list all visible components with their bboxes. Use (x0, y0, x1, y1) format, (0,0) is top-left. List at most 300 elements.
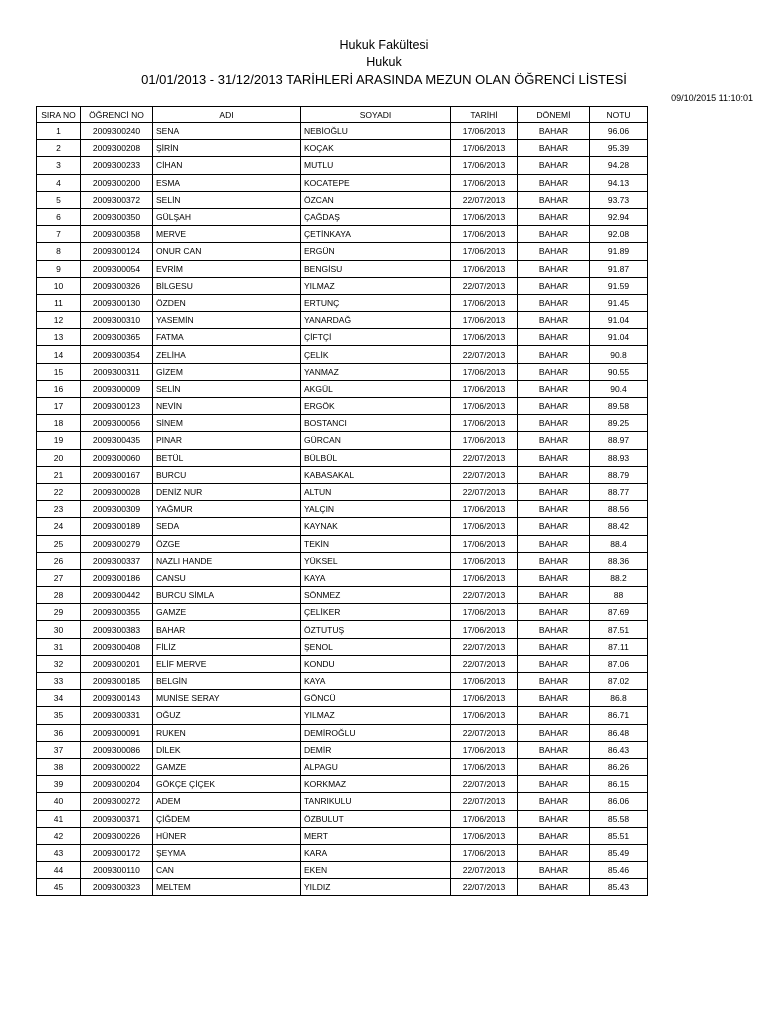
cell-donemi: BAHAR (518, 226, 590, 243)
table-row (37, 776, 648, 793)
cell-ogrenci-no: 2009300323 (81, 879, 153, 896)
cell-donemi: BAHAR (518, 466, 590, 483)
cell-notu: 86.43 (590, 741, 648, 758)
cell-tarihi: 17/06/2013 (451, 312, 518, 329)
cell-donemi: BAHAR (518, 810, 590, 827)
cell-tarihi: 22/07/2013 (451, 724, 518, 741)
cell-soyadi: ALTUN (301, 483, 451, 500)
col-header-donemi: DÖNEMİ (518, 107, 590, 123)
cell-ogrenci-no: 2009300143 (81, 690, 153, 707)
cell-ogrenci-no: 2009300091 (81, 724, 153, 741)
cell-ogrenci-no: 2009300226 (81, 827, 153, 844)
cell-soyadi: SÖNMEZ (301, 587, 451, 604)
cell-tarihi: 17/06/2013 (451, 363, 518, 380)
table-row (37, 277, 648, 294)
cell-notu: 89.58 (590, 398, 648, 415)
table-row (37, 415, 648, 432)
cell-ogrenci-no: 2009300056 (81, 415, 153, 432)
cell-sira-no: 23 (37, 501, 81, 518)
cell-adi: ŞEYMA (153, 844, 301, 861)
table-row (37, 483, 648, 500)
cell-sira-no: 34 (37, 690, 81, 707)
cell-notu: 88.93 (590, 449, 648, 466)
cell-soyadi: KAYNAK (301, 518, 451, 535)
table-row (37, 587, 648, 604)
cell-soyadi: ERGÜN (301, 243, 451, 260)
cell-tarihi: 17/06/2013 (451, 415, 518, 432)
cell-adi: EVRİM (153, 260, 301, 277)
cell-tarihi: 17/06/2013 (451, 208, 518, 225)
cell-ogrenci-no: 2009300009 (81, 380, 153, 397)
cell-donemi: BAHAR (518, 174, 590, 191)
cell-adi: MELTEM (153, 879, 301, 896)
cell-ogrenci-no: 2009300185 (81, 673, 153, 690)
cell-soyadi: AKGÜL (301, 380, 451, 397)
table-row (37, 724, 648, 741)
table-row (37, 449, 648, 466)
department-name: Hukuk (366, 55, 402, 69)
cell-donemi: BAHAR (518, 260, 590, 277)
cell-tarihi: 17/06/2013 (451, 174, 518, 191)
cell-adi: MUNİSE SERAY (153, 690, 301, 707)
cell-soyadi: GÖNCÜ (301, 690, 451, 707)
cell-notu: 88.2 (590, 569, 648, 586)
cell-adi: NEVİN (153, 398, 301, 415)
graduate-list-table (36, 106, 648, 896)
cell-soyadi: YILMAZ (301, 277, 451, 294)
cell-adi: BELGİN (153, 673, 301, 690)
cell-soyadi: YÜKSEL (301, 552, 451, 569)
cell-sira-no: 16 (37, 380, 81, 397)
cell-notu: 91.87 (590, 260, 648, 277)
cell-donemi: BAHAR (518, 827, 590, 844)
cell-notu: 91.45 (590, 294, 648, 311)
cell-ogrenci-no: 2009300201 (81, 655, 153, 672)
cell-ogrenci-no: 2009300028 (81, 483, 153, 500)
cell-tarihi: 17/06/2013 (451, 569, 518, 586)
cell-soyadi: NEBİOĞLU (301, 123, 451, 140)
cell-adi: ŞİRİN (153, 140, 301, 157)
cell-tarihi: 17/06/2013 (451, 810, 518, 827)
table-row (37, 862, 648, 879)
cell-sira-no: 35 (37, 707, 81, 724)
cell-sira-no: 40 (37, 793, 81, 810)
cell-sira-no: 38 (37, 758, 81, 775)
cell-soyadi: YALÇIN (301, 501, 451, 518)
table-row (37, 123, 648, 140)
cell-notu: 86.15 (590, 776, 648, 793)
cell-ogrenci-no: 2009300383 (81, 621, 153, 638)
cell-tarihi: 17/06/2013 (451, 329, 518, 346)
cell-notu: 95.39 (590, 140, 648, 157)
cell-sira-no: 5 (37, 191, 81, 208)
table-row (37, 329, 648, 346)
cell-soyadi: BÜLBÜL (301, 449, 451, 466)
cell-sira-no: 21 (37, 466, 81, 483)
cell-adi: NAZLI HANDE (153, 552, 301, 569)
cell-sira-no: 31 (37, 638, 81, 655)
col-header-tarihi: TARİHİ (451, 107, 518, 123)
cell-adi: CAN (153, 862, 301, 879)
cell-soyadi: KAYA (301, 569, 451, 586)
cell-donemi: BAHAR (518, 243, 590, 260)
table-row (37, 466, 648, 483)
cell-donemi: BAHAR (518, 449, 590, 466)
col-header-adi: ADI (153, 107, 301, 123)
table-row (37, 243, 648, 260)
cell-ogrenci-no: 2009300372 (81, 191, 153, 208)
cell-notu: 91.59 (590, 277, 648, 294)
cell-ogrenci-no: 2009300272 (81, 793, 153, 810)
cell-soyadi: KARA (301, 844, 451, 861)
cell-sira-no: 17 (37, 398, 81, 415)
cell-donemi: BAHAR (518, 140, 590, 157)
table-row (37, 844, 648, 861)
cell-ogrenci-no: 2009300309 (81, 501, 153, 518)
cell-donemi: BAHAR (518, 758, 590, 775)
cell-soyadi: YANARDAĞ (301, 312, 451, 329)
cell-adi: ÖZDEN (153, 294, 301, 311)
cell-notu: 91.04 (590, 312, 648, 329)
cell-ogrenci-no: 2009300435 (81, 432, 153, 449)
cell-ogrenci-no: 2009300022 (81, 758, 153, 775)
cell-tarihi: 17/06/2013 (451, 380, 518, 397)
table-row (37, 312, 648, 329)
table-row (37, 552, 648, 569)
cell-soyadi: ÇELİKER (301, 604, 451, 621)
cell-sira-no: 42 (37, 827, 81, 844)
cell-sira-no: 25 (37, 535, 81, 552)
cell-notu: 88.42 (590, 518, 648, 535)
cell-donemi: BAHAR (518, 518, 590, 535)
cell-sira-no: 28 (37, 587, 81, 604)
table-row (37, 140, 648, 157)
cell-sira-no: 15 (37, 363, 81, 380)
table-row (37, 208, 648, 225)
cell-sira-no: 45 (37, 879, 81, 896)
cell-donemi: BAHAR (518, 535, 590, 552)
cell-tarihi: 17/06/2013 (451, 621, 518, 638)
cell-tarihi: 22/07/2013 (451, 466, 518, 483)
cell-notu: 85.49 (590, 844, 648, 861)
cell-ogrenci-no: 2009300355 (81, 604, 153, 621)
cell-tarihi: 22/07/2013 (451, 655, 518, 672)
table-row (37, 690, 648, 707)
cell-donemi: BAHAR (518, 191, 590, 208)
cell-donemi: BAHAR (518, 724, 590, 741)
table-row (37, 380, 648, 397)
cell-notu: 88 (590, 587, 648, 604)
cell-donemi: BAHAR (518, 415, 590, 432)
cell-donemi: BAHAR (518, 844, 590, 861)
cell-ogrenci-no: 2009300167 (81, 466, 153, 483)
cell-adi: ÇİĞDEM (153, 810, 301, 827)
table-row (37, 621, 648, 638)
cell-ogrenci-no: 2009300326 (81, 277, 153, 294)
cell-adi: GAMZE (153, 758, 301, 775)
cell-ogrenci-no: 2009300442 (81, 587, 153, 604)
cell-donemi: BAHAR (518, 294, 590, 311)
cell-adi: SELİN (153, 191, 301, 208)
cell-notu: 88.97 (590, 432, 648, 449)
table-row (37, 758, 648, 775)
cell-tarihi: 22/07/2013 (451, 483, 518, 500)
cell-donemi: BAHAR (518, 793, 590, 810)
cell-notu: 92.94 (590, 208, 648, 225)
cell-notu: 91.04 (590, 329, 648, 346)
cell-tarihi: 17/06/2013 (451, 844, 518, 861)
cell-ogrenci-no: 2009300086 (81, 741, 153, 758)
cell-adi: FATMA (153, 329, 301, 346)
cell-adi: BURCU (153, 466, 301, 483)
cell-soyadi: DEMİROĞLU (301, 724, 451, 741)
cell-notu: 85.43 (590, 879, 648, 896)
cell-sira-no: 14 (37, 346, 81, 363)
cell-notu: 85.51 (590, 827, 648, 844)
cell-sira-no: 32 (37, 655, 81, 672)
cell-tarihi: 22/07/2013 (451, 277, 518, 294)
cell-adi: GÖKÇE ÇİÇEK (153, 776, 301, 793)
cell-ogrenci-no: 2009300371 (81, 810, 153, 827)
cell-adi: ÖZGE (153, 535, 301, 552)
cell-soyadi: YILDIZ (301, 879, 451, 896)
table-row (37, 810, 648, 827)
table-row (37, 294, 648, 311)
cell-notu: 88.79 (590, 466, 648, 483)
cell-sira-no: 10 (37, 277, 81, 294)
cell-notu: 85.58 (590, 810, 648, 827)
cell-tarihi: 17/06/2013 (451, 758, 518, 775)
cell-donemi: BAHAR (518, 432, 590, 449)
cell-soyadi: ÇETİNKAYA (301, 226, 451, 243)
col-header-ogrenci-no: ÖĞRENCİ NO (81, 107, 153, 123)
table-row (37, 741, 648, 758)
cell-tarihi: 17/06/2013 (451, 518, 518, 535)
cell-ogrenci-no: 2009300054 (81, 260, 153, 277)
cell-tarihi: 22/07/2013 (451, 862, 518, 879)
cell-sira-no: 19 (37, 432, 81, 449)
cell-sira-no: 4 (37, 174, 81, 191)
cell-sira-no: 37 (37, 741, 81, 758)
cell-ogrenci-no: 2009300350 (81, 208, 153, 225)
cell-soyadi: KORKMAZ (301, 776, 451, 793)
print-timestamp: 09/10/2015 11:10:01 (671, 93, 753, 103)
cell-donemi: BAHAR (518, 552, 590, 569)
cell-donemi: BAHAR (518, 501, 590, 518)
cell-donemi: BAHAR (518, 208, 590, 225)
cell-tarihi: 17/06/2013 (451, 243, 518, 260)
cell-donemi: BAHAR (518, 776, 590, 793)
cell-notu: 90.4 (590, 380, 648, 397)
cell-ogrenci-no: 2009300208 (81, 140, 153, 157)
cell-soyadi: BOSTANCI (301, 415, 451, 432)
cell-adi: FİLİZ (153, 638, 301, 655)
cell-notu: 87.51 (590, 621, 648, 638)
cell-adi: ADEM (153, 793, 301, 810)
table-row (37, 157, 648, 174)
cell-sira-no: 36 (37, 724, 81, 741)
cell-notu: 93.73 (590, 191, 648, 208)
cell-ogrenci-no: 2009300110 (81, 862, 153, 879)
table-row (37, 363, 648, 380)
cell-adi: YAĞMUR (153, 501, 301, 518)
cell-notu: 92.08 (590, 226, 648, 243)
cell-soyadi: YILMAZ (301, 707, 451, 724)
cell-notu: 85.46 (590, 862, 648, 879)
cell-ogrenci-no: 2009300408 (81, 638, 153, 655)
cell-ogrenci-no: 2009300358 (81, 226, 153, 243)
cell-tarihi: 17/06/2013 (451, 552, 518, 569)
cell-tarihi: 17/06/2013 (451, 123, 518, 140)
cell-soyadi: BENGİSU (301, 260, 451, 277)
cell-notu: 88.77 (590, 483, 648, 500)
cell-sira-no: 39 (37, 776, 81, 793)
table-row (37, 793, 648, 810)
cell-tarihi: 17/06/2013 (451, 157, 518, 174)
cell-donemi: BAHAR (518, 329, 590, 346)
cell-ogrenci-no: 2009300337 (81, 552, 153, 569)
cell-soyadi: MUTLU (301, 157, 451, 174)
cell-tarihi: 22/07/2013 (451, 793, 518, 810)
col-header-sira-no: SIRA NO (37, 107, 81, 123)
cell-donemi: BAHAR (518, 483, 590, 500)
cell-tarihi: 17/06/2013 (451, 501, 518, 518)
cell-adi: RUKEN (153, 724, 301, 741)
cell-donemi: BAHAR (518, 587, 590, 604)
cell-tarihi: 17/06/2013 (451, 432, 518, 449)
cell-donemi: BAHAR (518, 879, 590, 896)
cell-sira-no: 33 (37, 673, 81, 690)
cell-notu: 87.69 (590, 604, 648, 621)
cell-sira-no: 6 (37, 208, 81, 225)
cell-notu: 96.06 (590, 123, 648, 140)
cell-adi: BİLGESU (153, 277, 301, 294)
cell-sira-no: 9 (37, 260, 81, 277)
cell-soyadi: ALPAGU (301, 758, 451, 775)
cell-ogrenci-no: 2009300060 (81, 449, 153, 466)
cell-adi: GİZEM (153, 363, 301, 380)
cell-sira-no: 12 (37, 312, 81, 329)
cell-soyadi: ÇİFTÇİ (301, 329, 451, 346)
cell-donemi: BAHAR (518, 862, 590, 879)
cell-ogrenci-no: 2009300172 (81, 844, 153, 861)
cell-adi: SİNEM (153, 415, 301, 432)
cell-soyadi: ÖZBULUT (301, 810, 451, 827)
cell-donemi: BAHAR (518, 638, 590, 655)
cell-adi: CİHAN (153, 157, 301, 174)
cell-adi: MERVE (153, 226, 301, 243)
cell-sira-no: 26 (37, 552, 81, 569)
cell-adi: SELİN (153, 380, 301, 397)
cell-notu: 87.02 (590, 673, 648, 690)
cell-adi: BAHAR (153, 621, 301, 638)
col-header-soyadi: SOYADI (301, 107, 451, 123)
cell-adi: DİLEK (153, 741, 301, 758)
cell-notu: 86.06 (590, 793, 648, 810)
cell-tarihi: 22/07/2013 (451, 449, 518, 466)
cell-tarihi: 22/07/2013 (451, 191, 518, 208)
cell-donemi: BAHAR (518, 655, 590, 672)
cell-adi: BURCU SİMLA (153, 587, 301, 604)
cell-sira-no: 20 (37, 449, 81, 466)
cell-adi: DENİZ NUR (153, 483, 301, 500)
cell-soyadi: KOCATEPE (301, 174, 451, 191)
table-row (37, 827, 648, 844)
table-row (37, 346, 648, 363)
cell-ogrenci-no: 2009300204 (81, 776, 153, 793)
cell-soyadi: ÖZCAN (301, 191, 451, 208)
cell-sira-no: 8 (37, 243, 81, 260)
cell-donemi: BAHAR (518, 277, 590, 294)
cell-sira-no: 27 (37, 569, 81, 586)
cell-ogrenci-no: 2009300365 (81, 329, 153, 346)
cell-tarihi: 17/06/2013 (451, 294, 518, 311)
cell-soyadi: YANMAZ (301, 363, 451, 380)
cell-soyadi: DEMİR (301, 741, 451, 758)
cell-sira-no: 29 (37, 604, 81, 621)
table-row (37, 260, 648, 277)
cell-soyadi: KONDU (301, 655, 451, 672)
cell-donemi: BAHAR (518, 569, 590, 586)
table-row (37, 673, 648, 690)
cell-adi: CANSU (153, 569, 301, 586)
cell-ogrenci-no: 2009300331 (81, 707, 153, 724)
cell-sira-no: 24 (37, 518, 81, 535)
table-row (37, 501, 648, 518)
cell-tarihi: 17/06/2013 (451, 707, 518, 724)
cell-soyadi: ÖZTUTUŞ (301, 621, 451, 638)
cell-ogrenci-no: 2009300279 (81, 535, 153, 552)
cell-ogrenci-no: 2009300354 (81, 346, 153, 363)
cell-ogrenci-no: 2009300130 (81, 294, 153, 311)
cell-sira-no: 22 (37, 483, 81, 500)
table-row (37, 174, 648, 191)
cell-notu: 86.26 (590, 758, 648, 775)
cell-tarihi: 22/07/2013 (451, 346, 518, 363)
cell-donemi: BAHAR (518, 363, 590, 380)
cell-adi: PINAR (153, 432, 301, 449)
cell-sira-no: 3 (37, 157, 81, 174)
cell-tarihi: 17/06/2013 (451, 535, 518, 552)
cell-donemi: BAHAR (518, 690, 590, 707)
document-title: 01/01/2013 - 31/12/2013 TARİHLERİ ARASINDA MEZUN OLAN ÖĞRENCİ LİSTESİ (141, 72, 627, 87)
cell-adi: SENA (153, 123, 301, 140)
cell-sira-no: 13 (37, 329, 81, 346)
cell-donemi: BAHAR (518, 621, 590, 638)
cell-ogrenci-no: 2009300123 (81, 398, 153, 415)
cell-notu: 86.8 (590, 690, 648, 707)
cell-donemi: BAHAR (518, 604, 590, 621)
table-row (37, 638, 648, 655)
cell-soyadi: ÇELİK (301, 346, 451, 363)
cell-sira-no: 1 (37, 123, 81, 140)
cell-sira-no: 11 (37, 294, 81, 311)
cell-soyadi: KABASAKAL (301, 466, 451, 483)
cell-tarihi: 17/06/2013 (451, 827, 518, 844)
cell-donemi: BAHAR (518, 398, 590, 415)
cell-tarihi: 17/06/2013 (451, 741, 518, 758)
cell-soyadi: GÜRCAN (301, 432, 451, 449)
cell-donemi: BAHAR (518, 346, 590, 363)
cell-notu: 94.13 (590, 174, 648, 191)
cell-tarihi: 22/07/2013 (451, 587, 518, 604)
cell-notu: 87.06 (590, 655, 648, 672)
cell-donemi: BAHAR (518, 707, 590, 724)
cell-soyadi: ÇAĞDAŞ (301, 208, 451, 225)
cell-soyadi: ERTUNÇ (301, 294, 451, 311)
cell-tarihi: 17/06/2013 (451, 398, 518, 415)
cell-tarihi: 17/06/2013 (451, 604, 518, 621)
